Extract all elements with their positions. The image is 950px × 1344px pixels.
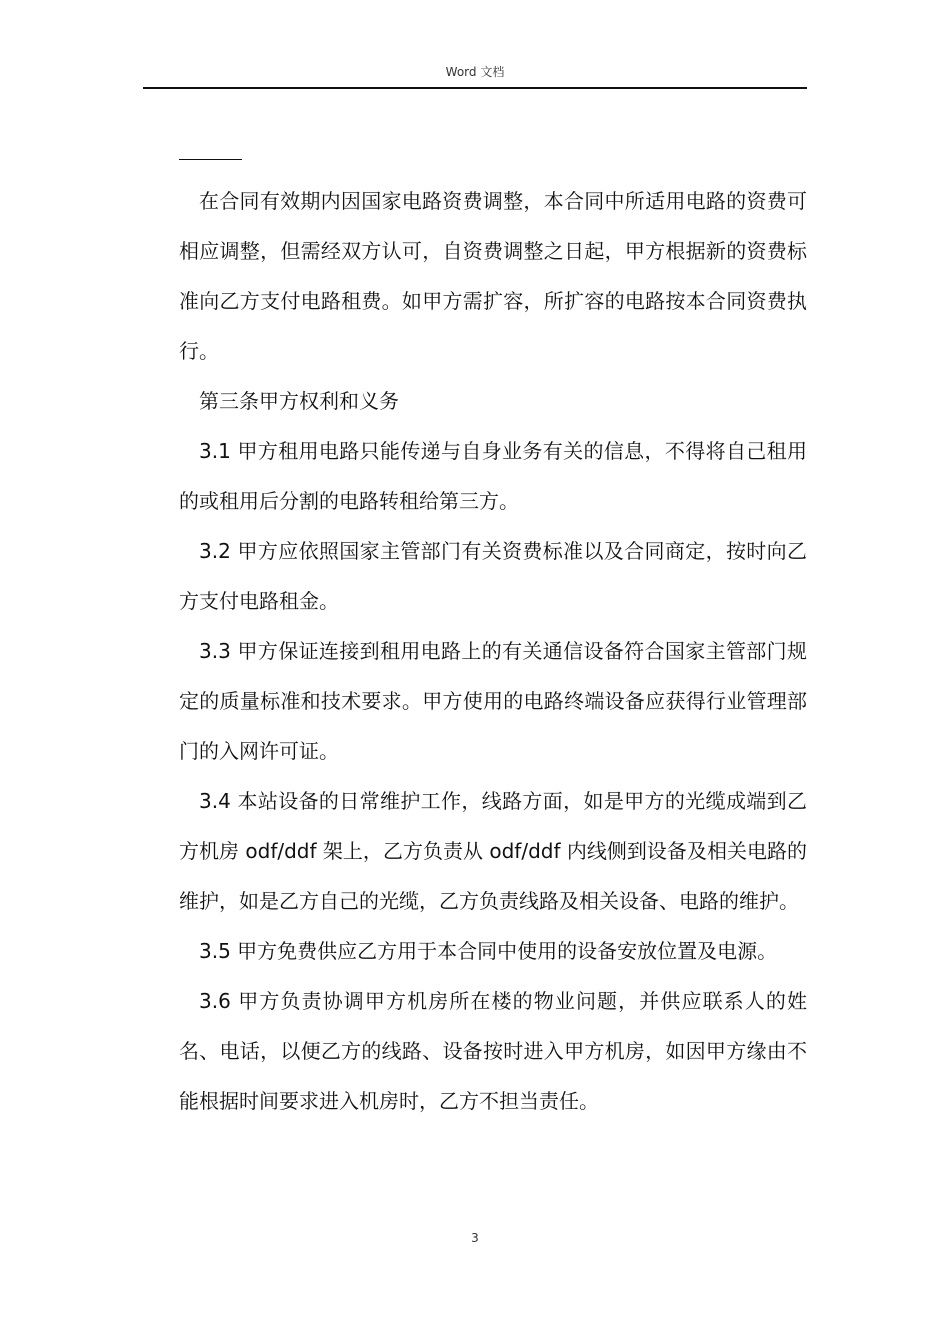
clause-3-5: 3.5 甲方免费供应乙方用于本合同中使用的设备安放位置及电源。 <box>199 939 778 963</box>
paragraph-tariff-adjustment: 在合同有效期内因国家电路资费调整，本合同中所适用电路的资费可相应调整，但需经双方认可，自资费调整之日起，甲方根据新的资费标准向乙方支付电路租费。如甲方需扩容，所扩容的电路按本合同资费执行。 <box>179 189 807 363</box>
clause-3-6: 3.6 甲方负责协调甲方机房所在楼的物业问题，并供应联系人的姓名、电话，以便乙方的线路、设备按时进入甲方机房，如因甲方缘由不能根据时间要求进入机房时，乙方不担当责任。 <box>179 989 807 1113</box>
clause-3-1: 3.1 甲方租用电路只能传递与自身业务有关的信息，不得将自己租用的或租用后分割的电路转租给第三方。 <box>179 439 807 513</box>
clause-3-4: 3.4 本站设备的日常维护工作，线路方面，如是甲方的光缆成端到乙方机房 odf/ddf 架上，乙方负责从 odf/ddf 内线侧到设备及相关电路的维护，如是乙方自己的光缆，乙方负责线路及相关设备、电路的维护。 <box>179 789 807 913</box>
page-number: 3 <box>471 1231 479 1245</box>
section-heading-article-3: 第三条甲方权利和义务 <box>199 389 399 413</box>
clause-3-2: 3.2 甲方应依照国家主管部门有关资费标准以及合同商定，按时向乙方支付电路租金。 <box>179 539 807 613</box>
document-body <box>179 176 807 1126</box>
clause-3-3: 3.3 甲方保证连接到租用电路上的有关通信设备符合国家主管部门规定的质量标准和技术要求。甲方使用的电路终端设备应获得行业管理部门的入网许可证。 <box>179 639 807 763</box>
fill-in-blank-line <box>179 159 242 160</box>
page-header: Word 文档 <box>445 65 505 79</box>
header-divider <box>143 87 807 89</box>
